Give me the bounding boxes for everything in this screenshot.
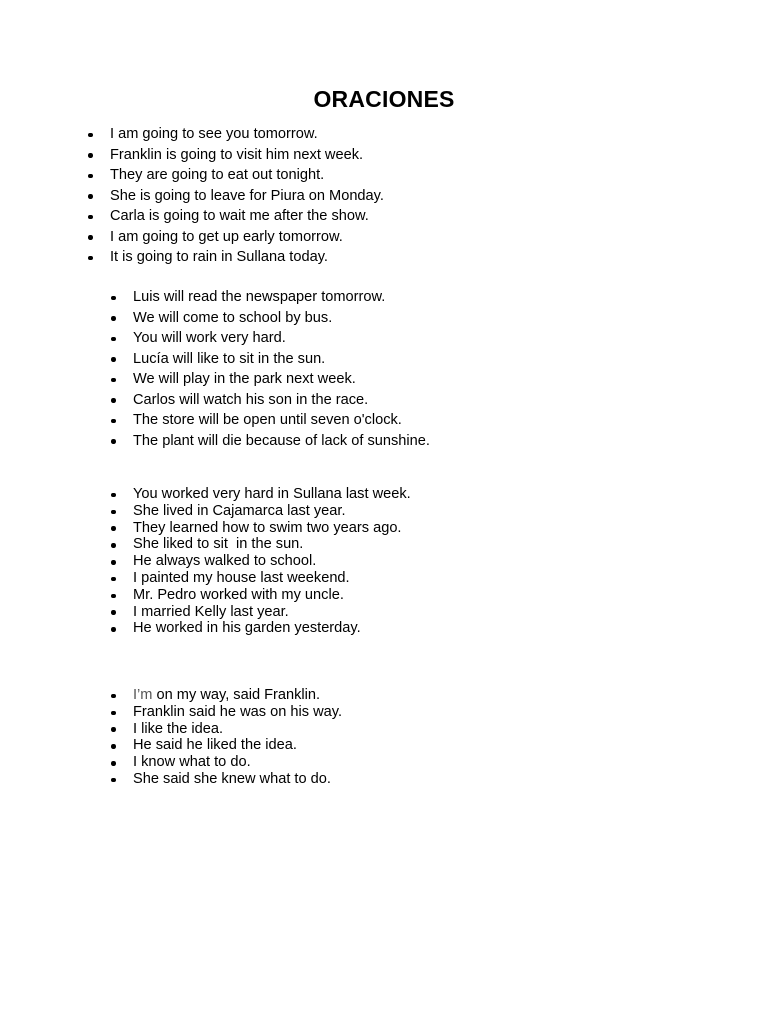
list-item: They are going to eat out tonight. bbox=[110, 165, 384, 186]
list-item: I married Kelly last year. bbox=[133, 604, 411, 621]
list-item: I painted my house last weekend. bbox=[133, 570, 411, 587]
going-to-sentences-list bbox=[110, 124, 384, 268]
list-item: You will work very hard. bbox=[133, 328, 430, 349]
list-item: She lived in Cajamarca last year. bbox=[133, 503, 411, 520]
list-item: The plant will die because of lack of sunshine. bbox=[133, 431, 430, 452]
list-item: I am going to see you tomorrow. bbox=[110, 124, 384, 145]
list-item: We will come to school by bus. bbox=[133, 308, 430, 329]
list-item: I like the idea. bbox=[133, 721, 342, 738]
list-item: Carla is going to wait me after the show. bbox=[110, 206, 384, 227]
list-item bbox=[133, 687, 342, 704]
list-item: She is going to leave for Piura on Monday. bbox=[110, 186, 384, 207]
past-tense-sentences-list bbox=[133, 486, 411, 637]
list-item: He always walked to school. bbox=[133, 553, 411, 570]
list-item: Lucía will like to sit in the sun. bbox=[133, 349, 430, 370]
document-title: ORACIONES bbox=[313, 86, 455, 112]
list-item: They learned how to swim two years ago. bbox=[133, 520, 411, 537]
list-item: Franklin is going to visit him next week. bbox=[110, 145, 384, 166]
list-item: She liked to sit in the sun. bbox=[133, 536, 411, 553]
list-item-prefix: I’m bbox=[133, 687, 153, 703]
list-item: Carlos will watch his son in the race. bbox=[133, 390, 430, 411]
list-item: The store will be open until seven o'clock. bbox=[133, 410, 430, 431]
list-item: Mr. Pedro worked with my uncle. bbox=[133, 587, 411, 604]
list-item: He worked in his garden yesterday. bbox=[133, 620, 411, 637]
list-item: He said he liked the idea. bbox=[133, 737, 342, 754]
list-item: We will play in the park next week. bbox=[133, 369, 430, 390]
list-item: It is going to rain in Sullana today. bbox=[110, 247, 384, 268]
will-sentences-list bbox=[133, 287, 430, 451]
list-item: I know what to do. bbox=[133, 754, 342, 771]
reported-speech-sentences-list bbox=[133, 687, 342, 788]
list-item: Luis will read the newspaper tomorrow. bbox=[133, 287, 430, 308]
list-item: Franklin said he was on his way. bbox=[133, 703, 343, 720]
list-item-rest: on my way, said Franklin. bbox=[152, 687, 321, 703]
list-item: She said she knew what to do. bbox=[133, 771, 342, 788]
list-item: I am going to get up early tomorrow. bbox=[110, 227, 384, 248]
list-item: You worked very hard in Sullana last week. bbox=[133, 486, 411, 502]
